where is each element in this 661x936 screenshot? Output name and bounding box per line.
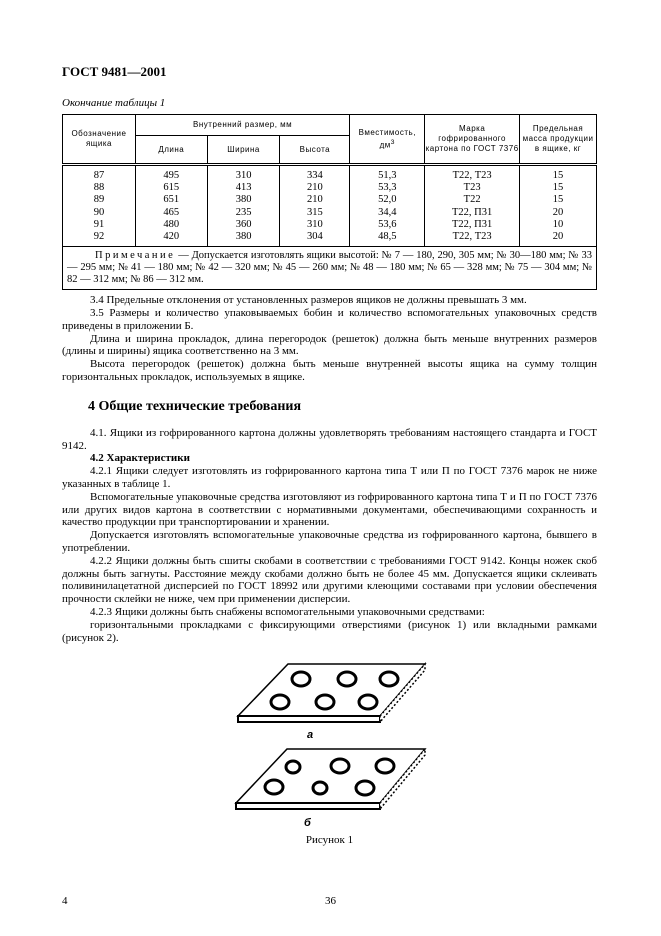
paragraph-4-2-1: 4.2.1 Ящики следует изготовлять из гофрированного картона типа Т или П по ГОСТ 7376 марок не ниже указанных в таблице 1. — [62, 465, 597, 490]
col-length: Длина — [135, 136, 207, 165]
table-cell: 413 — [207, 182, 280, 194]
table-cell: 92 — [63, 231, 136, 247]
table-cell: 615 — [135, 182, 207, 194]
paragraph-pads-size: Длина и ширина прокладок, длина перегородок (решеток) должна быть меньше внутренних размеров (длины и ширины) ящика соответственно на 3 мм. — [62, 332, 597, 358]
label-a: а — [306, 729, 313, 742]
table-caption: Окончание таблицы 1 — [62, 97, 166, 109]
table-cell: 91 — [63, 219, 136, 231]
table-cell: 380 — [207, 194, 280, 206]
paragraphs-section-4 — [62, 427, 597, 645]
paragraph-4-2-2: 4.2.2 Ящики должны быть сшиты скобами в соответствии с требованиями ГОСТ 9142. Концы ножек скоб должны быть загнуты. Расстояние между скобами должно быть не более 45 мм. Допускается ящики склеивать поливинилацетатной дисперсией по ГОСТ 18992 или другими клеющими составами при условии обеспечения прочности склейки не ниже, чем при применении дисперсии. — [62, 554, 597, 606]
table-cell: Т22, П31 — [425, 207, 520, 219]
pad-b-drawing — [236, 749, 425, 809]
capacity-unit-sup: 3 — [390, 138, 395, 146]
table-cell: 89 — [63, 194, 136, 206]
capacity-label: Вместимость, дм — [358, 127, 416, 150]
paragraphs-section-3 — [62, 294, 597, 384]
paragraph-4-2-3: 4.2.3 Ящики должны быть снабжены вспомогательными упаковочными средствами: — [90, 605, 485, 618]
table-cell: 651 — [135, 194, 207, 206]
table-cell: 235 — [207, 207, 280, 219]
table-row — [63, 231, 597, 247]
document-header: ГОСТ 9481—2001 — [62, 64, 167, 79]
table-cell: Т22 — [425, 194, 520, 206]
page-content — [62, 64, 597, 847]
table-row — [63, 182, 597, 194]
table-cell: 48,5 — [350, 231, 425, 247]
table-cell: 210 — [280, 182, 350, 194]
table-cell: 480 — [135, 219, 207, 231]
table-cell: 360 — [207, 219, 280, 231]
col-grade: Марка гофрированного картона по ГОСТ 7376 — [425, 115, 520, 165]
col-max-mass: Предельная масса продукции в ящике, кг — [520, 115, 597, 165]
col-height: Высота — [280, 136, 350, 165]
pad-a-drawing — [238, 664, 425, 722]
table-cell: 87 — [63, 165, 136, 183]
table-cell: 304 — [280, 231, 350, 247]
table-cell: 52,0 — [350, 194, 425, 206]
paragraph-3-4: 3.4 Предельные отклонения от установленных размеров ящиков не должны превышать 3 мм. — [90, 294, 527, 307]
table-cell: 380 — [207, 231, 280, 247]
table-cell: 53,3 — [350, 182, 425, 194]
table-cell: 88 — [63, 182, 136, 194]
paragraph-used-carton: Допускается изготовлять вспомогательные упаковочные средства из гофрированного картона, бывшего в употреблении. — [62, 529, 597, 554]
table-cell: 34,4 — [350, 207, 425, 219]
table-cell: 15 — [520, 165, 597, 183]
table-cell: 495 — [135, 165, 207, 183]
paragraph-aux-materials: Вспомогательные упаковочные средства изготовляют из гофрированного картона типа Т и П по ГОСТ 7376 или других видов картона в соответствии с нормативными документами, обеспечивающими сохранность и качество продукции при транспортировании и хранении. — [62, 490, 597, 529]
table-cell: Т22, Т23 — [425, 231, 520, 247]
section-4-heading: 4 Общие технические требования — [88, 398, 302, 414]
table-cell: 310 — [207, 165, 280, 183]
table-cell: 10 — [520, 219, 597, 231]
table-cell: 53,6 — [350, 219, 425, 231]
col-width: Ширина — [207, 136, 280, 165]
table-cell: 420 — [135, 231, 207, 247]
heading-4-2: 4.2 Характеристики — [90, 452, 190, 465]
figure-caption: Рисунок 1 — [305, 834, 354, 847]
table-cell: 20 — [520, 207, 597, 219]
table-cell: 90 — [63, 207, 136, 219]
page-number-center: 36 — [325, 895, 336, 907]
table-cell: 334 — [280, 165, 350, 183]
paragraph-pads-frames: горизонтальными прокладками с фиксирующими отверстиями (рисунок 1) или вкладными рамками (рисунок 2). — [62, 618, 597, 644]
note-text: — Допускается изготовлять ящики высотой: № 7 — 180, 290, 305 мм; № 30—180 мм; № 33 — 295 мм; № 41 — 180 мм; № 42 — 320 мм; № 45 — 260 мм; № 48 — 180 мм; № 65 — 328 мм; № 75 — 304 мм; № 82 — 312 мм; № 86 — 312 мм. — [67, 250, 592, 286]
boxes-table — [62, 114, 597, 290]
col-inner-size: Внутренний размер, мм — [135, 115, 349, 136]
paragraph-partition-height: Высота перегородок (решеток) должна быть меньше внутренней высоты ящика на сумму толщин горизонтальных прокладок, используемых в ящике. — [62, 358, 597, 383]
col-capacity — [350, 115, 425, 165]
table-row — [63, 165, 597, 183]
table-cell: 15 — [520, 194, 597, 206]
table-cell: 315 — [280, 207, 350, 219]
page-number-left: 4 — [62, 895, 68, 907]
table-row — [63, 194, 597, 206]
paragraph-3-5: 3.5 Размеры и количество упаковываемых бобин и количество вспомогательных упаковочных средств приведены в приложении Б. — [62, 307, 597, 332]
table-cell: 20 — [520, 231, 597, 247]
table-cell: Т22, П31 — [425, 219, 520, 231]
table-cell: 51,3 — [350, 165, 425, 183]
figure-pads-illustration — [200, 650, 460, 832]
paragraph-4-1: 4.1. Ящики из гофрированного картона должны удовлетворять требованиям настоящего стандарта и ГОСТ 9142. — [62, 426, 597, 452]
table-row — [63, 207, 597, 219]
table-note — [63, 247, 597, 290]
table-cell: 310 — [280, 219, 350, 231]
table-row — [63, 219, 597, 231]
col-designation: Обозначение ящика — [63, 115, 136, 165]
table-cell: Т23 — [425, 182, 520, 194]
note-label: Примечание — [95, 250, 176, 262]
label-b: б — [303, 817, 311, 830]
table-cell: 210 — [280, 194, 350, 206]
figure — [62, 650, 597, 847]
table-cell: 465 — [135, 207, 207, 219]
table-cell: 15 — [520, 182, 597, 194]
table-cell: Т22, Т23 — [425, 165, 520, 183]
